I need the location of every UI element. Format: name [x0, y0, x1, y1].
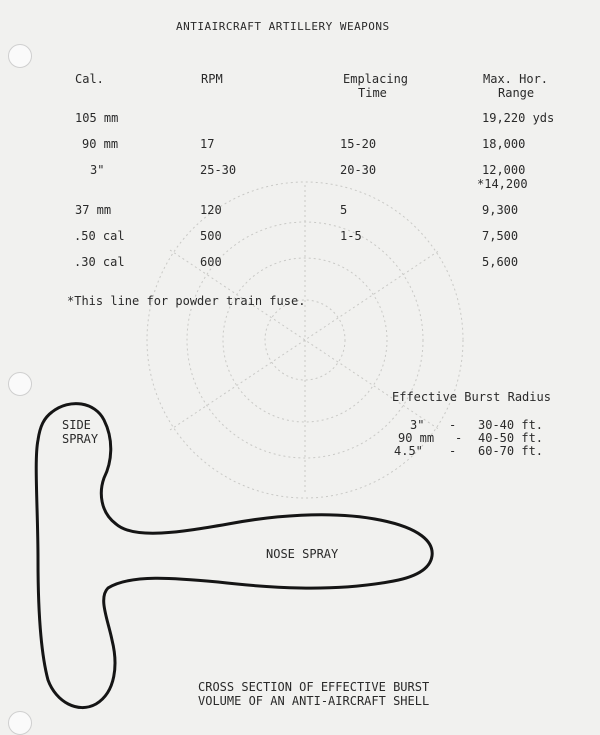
row-cal: 90 mm	[82, 137, 119, 151]
burst-cal: 4.5"	[394, 444, 423, 458]
row-range: 5,600	[482, 255, 519, 269]
burst-dash: -	[449, 444, 457, 458]
row-cal: .50 cal	[74, 229, 125, 243]
header-cal: Cal.	[75, 72, 104, 86]
burst-dash: -	[455, 431, 463, 445]
row-cal: 3"	[90, 163, 105, 177]
document-title: ANTIAIRCRAFT ARTILLERY WEAPONS	[176, 20, 390, 33]
side-spray-label-2: SPRAY	[62, 432, 99, 446]
nose-spray-label: NOSE SPRAY	[266, 547, 339, 561]
row-range: 18,000	[482, 137, 526, 151]
row-rpm: 17	[200, 137, 215, 151]
burst-dash: -	[449, 418, 457, 432]
footnote: *This line for powder train fuse.	[67, 294, 306, 308]
row-cal: 105 mm	[75, 111, 119, 125]
header-emplacing-1: Emplacing	[343, 72, 409, 86]
burst-radius: 60-70 ft.	[478, 444, 544, 458]
row-emplacing: 15-20	[340, 137, 377, 151]
row-range: 9,300	[482, 203, 519, 217]
row-range: 7,500	[482, 229, 519, 243]
row-emplacing: 20-30	[340, 163, 377, 177]
row-rpm: 25-30	[200, 163, 237, 177]
row-rpm: 120	[200, 203, 222, 217]
header-rpm: RPM	[201, 72, 223, 86]
burst-radius: 30-40 ft.	[478, 418, 544, 432]
header-range-2: Range	[498, 86, 535, 100]
row-rpm: 600	[200, 255, 222, 269]
burst-radius: 40-50 ft.	[478, 431, 544, 445]
row-rpm: 500	[200, 229, 222, 243]
diagram-caption-1: CROSS SECTION OF EFFECTIVE BURST	[198, 680, 430, 694]
burst-title: Effective Burst Radius	[392, 390, 551, 404]
side-spray-label-1: SIDE	[62, 418, 91, 432]
row-range: 12,000	[482, 163, 526, 177]
row-emplacing: 1-5	[340, 229, 362, 243]
header-range-1: Max. Hor.	[483, 72, 549, 86]
row-emplacing: 5	[340, 203, 348, 217]
header-emplacing-2: Time	[358, 86, 387, 100]
row-cal: .30 cal	[74, 255, 125, 269]
row-range-alt: *14,200	[477, 177, 528, 191]
row-range: 19,220 yds	[482, 111, 555, 125]
burst-cal: 90 mm	[398, 431, 435, 445]
row-cal: 37 mm	[75, 203, 112, 217]
diagram-caption-2: VOLUME OF AN ANTI-AIRCRAFT SHELL	[198, 694, 430, 708]
burst-cal: 3"	[410, 418, 425, 432]
